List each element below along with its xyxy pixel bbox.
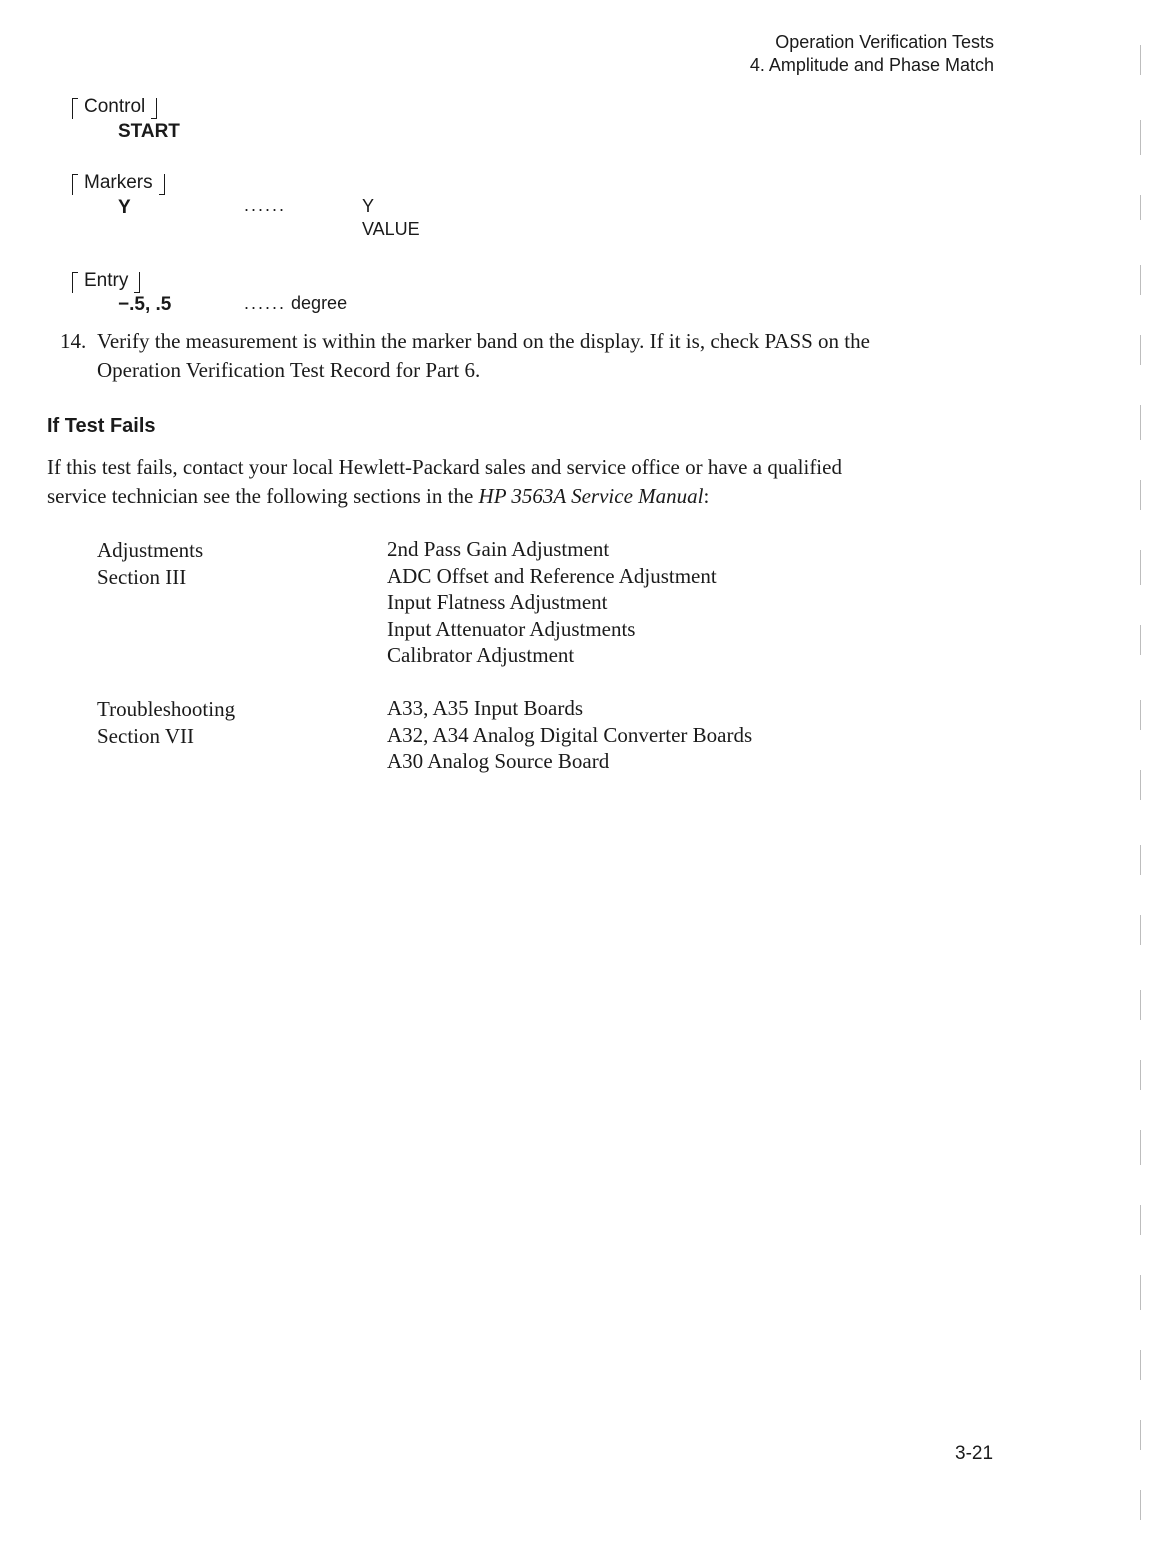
page-number: 3-21 [955,1443,994,1464]
scan-edge-mark [1140,1060,1141,1090]
scan-edge-mark [1140,1205,1141,1235]
softkey-group-entry [70,270,142,292]
fail-paragraph-line2 [47,482,842,511]
scan-edge-mark [1140,195,1141,220]
step-number: 14. [60,329,87,353]
list-item: 2nd Pass Gain Adjustment [387,537,610,561]
softkey-group-markers [70,172,167,194]
reference-item-list [387,695,752,775]
markers-result-line2: VALUE [362,219,420,239]
softkey-start: START [118,121,180,142]
scan-edge-mark [1140,120,1141,155]
scan-edge-mark [1140,405,1141,440]
scan-edge-mark [1140,265,1141,295]
step-14-line2: Operation Verification Test Record for Part 6. [97,358,481,382]
leader-dots: ...... [244,195,287,215]
scan-edge-mark [1140,1420,1141,1450]
section-heading: If Test Fails [47,415,156,437]
reference-section-label [97,696,235,749]
list-item: A32, A34 Analog Digital Converter Boards [387,722,753,747]
leader-dots: ...... [244,293,287,313]
entry-value: −.5, .5 [118,294,172,315]
header-chapter-title: Operation Verification Tests [775,32,994,52]
markers-result-line1: Y [362,196,375,216]
scan-edge-mark [1140,1490,1141,1520]
list-item: ADC Offset and Reference Adjustment [387,563,717,588]
section-name: Troubleshooting [97,697,236,721]
entry-unit: degree [291,293,348,313]
markers-result [362,195,420,241]
list-item: A30 Analog Source Board [387,749,610,773]
scan-edge-mark [1140,335,1141,365]
list-item: Calibrator Adjustment [387,643,575,667]
scan-edge-mark [1140,45,1141,75]
scan-edge-mark [1140,915,1141,945]
scan-edge-mark [1140,990,1141,1020]
scan-edge-mark [1140,845,1141,875]
fail-paragraph-line1: If this test fails, contact your local Hewlett-Packard sales and service office or have a qualified [47,455,842,479]
list-item: A33, A35 Input Boards [387,696,583,720]
scan-edge-mark [1140,1130,1141,1165]
scan-edge-mark [1140,770,1141,800]
menu-key-control: Control [70,96,159,118]
scan-edge-mark [1140,550,1141,585]
reference-section-label [97,537,203,590]
scan-edge-mark [1140,625,1141,655]
entry-unit-line [244,293,347,314]
menu-key-markers: Markers [70,172,167,194]
header-section-title: 4. Amplitude and Phase Match [749,55,994,75]
menu-key-entry: Entry [70,270,142,292]
fail-paragraph [47,453,842,511]
section-name: Adjustments [97,538,204,562]
scan-edge-mark [1140,700,1141,730]
section-number: Section III [97,564,187,589]
scan-edge-mark [1140,1275,1141,1310]
list-item: Input Flatness Adjustment [387,590,608,614]
fail-paragraph-suffix: : [703,484,710,508]
step-14-text [97,327,870,385]
scan-edge-mark [1140,480,1141,510]
softkey-group-control [70,96,159,118]
softkey-y: Y [118,197,131,218]
running-header [750,31,994,77]
step-14-line1: Verify the measurement is within the marker band on the display. If it is, check PASS on the [97,329,870,353]
manual-title: HP 3563A Service Manual [478,484,704,508]
reference-item-list [387,536,717,669]
list-item: Input Attenuator Adjustments [387,616,636,641]
scan-edge-mark [1140,1350,1141,1380]
fail-paragraph-prefix: service technician see the following sections in the [47,484,479,508]
section-number: Section VII [97,723,195,748]
